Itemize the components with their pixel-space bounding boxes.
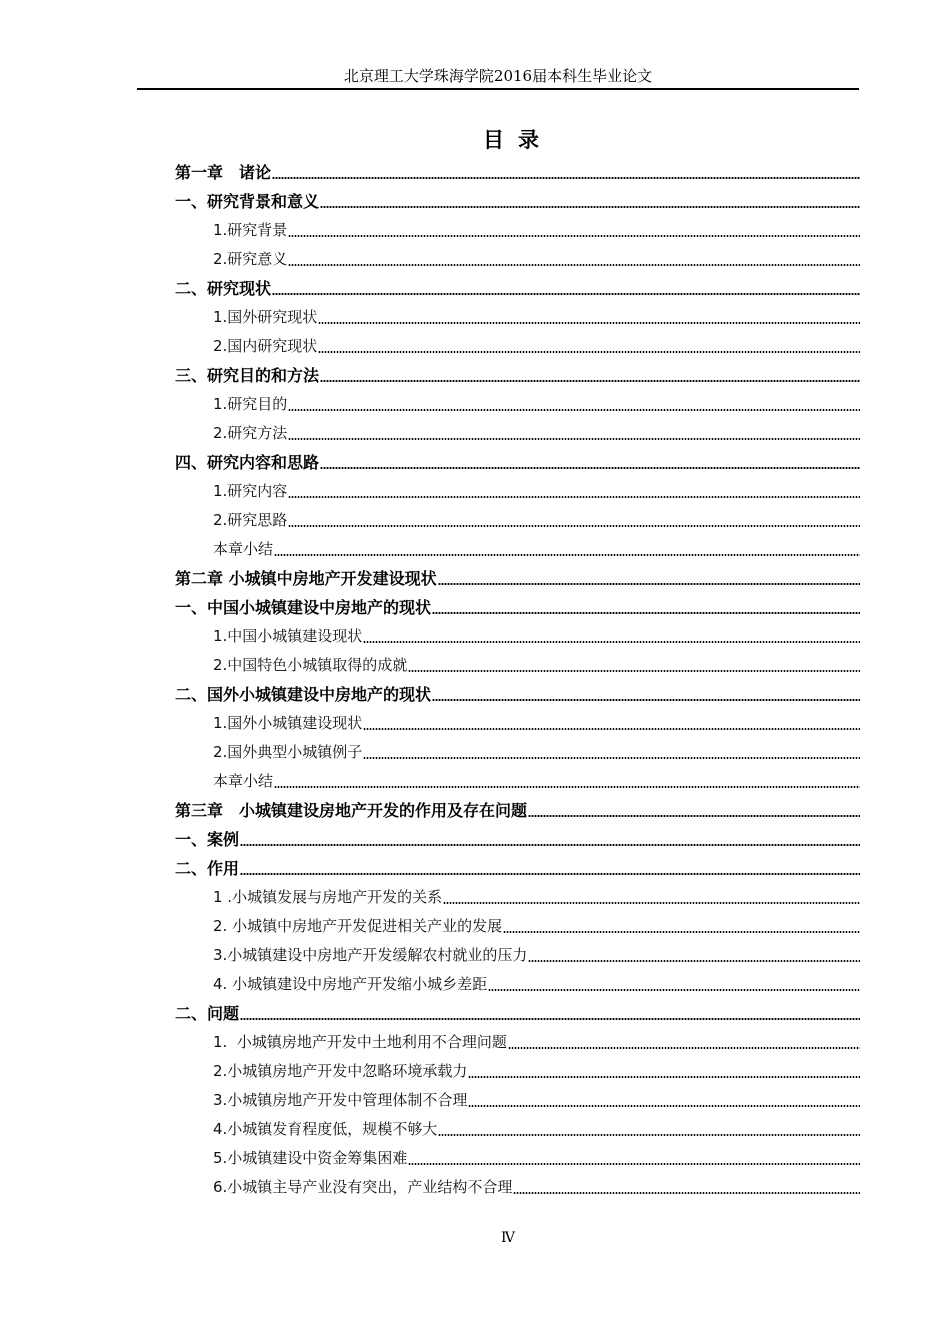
toc-entry-label: 4. 小城镇建设中房地产开发缩小城乡差距 (213, 975, 488, 993)
toc-entry-label: 1. 小城镇房地产开发中土地利用不合理问题 (213, 1033, 507, 1051)
toc-subentry[interactable] (175, 1085, 860, 1114)
dot-leader (288, 235, 860, 237)
toc-entry-label: 四、研究内容和思路 (175, 453, 320, 472)
dot-leader (318, 351, 860, 353)
toc-entry-label: 二、作用 (175, 859, 240, 878)
toc-heading-entry[interactable] (175, 563, 860, 592)
toc-entry-label: 1.研究背景 (213, 221, 288, 239)
dot-leader (288, 438, 860, 440)
dot-leader (318, 322, 860, 324)
dot-leader (240, 844, 860, 846)
dot-leader (320, 467, 860, 469)
dot-leader (432, 699, 860, 701)
toc-subentry[interactable] (175, 969, 860, 998)
toc-heading-entry[interactable] (175, 447, 860, 476)
toc-entry-label: 2.国外典型小城镇例子 (213, 743, 363, 761)
dot-leader (528, 960, 860, 962)
header-divider (137, 88, 859, 90)
toc-entry-label: 三、研究目的和方法 (175, 366, 320, 385)
toc-subentry[interactable] (175, 766, 860, 795)
toc-subentry[interactable] (175, 621, 860, 650)
toc-entry-label: 二、研究现状 (175, 279, 272, 298)
toc-entry-label: 1.国外研究现状 (213, 308, 318, 326)
toc-subentry[interactable] (175, 505, 860, 534)
toc-entry-label: 2.研究方法 (213, 424, 288, 442)
toc-subentry[interactable] (175, 737, 860, 766)
toc-heading-entry[interactable] (175, 679, 860, 708)
toc-subentry[interactable] (175, 476, 860, 505)
dot-leader (363, 728, 860, 730)
dot-leader (432, 612, 860, 614)
toc-heading-entry[interactable] (175, 853, 860, 882)
dot-leader (468, 1076, 860, 1078)
dot-leader (363, 757, 860, 759)
dot-leader (488, 989, 860, 991)
dot-leader (508, 1047, 860, 1049)
toc-title: 目录 (483, 128, 553, 152)
toc-subentry[interactable] (175, 1027, 860, 1056)
dot-leader (468, 1105, 860, 1107)
dot-leader (272, 293, 860, 295)
toc-entry-label: 2.小城镇房地产开发中忽略环境承载力 (213, 1062, 468, 1080)
dot-leader (443, 902, 860, 904)
toc-entry-label: 6.小城镇主导产业没有突出，产业结构不合理 (213, 1178, 513, 1196)
toc-subentry[interactable] (175, 331, 860, 360)
dot-leader (288, 264, 860, 266)
dot-leader (240, 1018, 860, 1020)
toc-entry-label: 3.小城镇建设中房地产开发缓解农村就业的压力 (213, 946, 528, 964)
toc-heading-entry[interactable] (175, 795, 860, 824)
toc-subentry[interactable] (175, 215, 860, 244)
toc-subentry[interactable] (175, 244, 860, 273)
toc-subentry[interactable] (175, 882, 860, 911)
toc-subentry[interactable] (175, 534, 860, 563)
toc-entry-label: 二、问题 (175, 1004, 240, 1023)
dot-leader (408, 1163, 860, 1165)
toc-heading-entry[interactable] (175, 998, 860, 1027)
dot-leader (240, 873, 860, 875)
dot-leader (438, 1134, 860, 1136)
dot-leader (363, 641, 860, 643)
toc-subentry[interactable] (175, 1143, 860, 1172)
table-of-contents (175, 157, 860, 1201)
toc-entry-label: 第一章 诸论 (175, 163, 272, 182)
dot-leader (272, 177, 860, 179)
toc-entry-label: 第三章 小城镇建设房地产开发的作用及存在问题 (175, 801, 528, 820)
page-header: 北京理工大学珠海学院2016届本科生毕业论文 (343, 67, 653, 85)
toc-subentry[interactable] (175, 650, 860, 679)
dot-leader (513, 1192, 860, 1194)
toc-heading-entry[interactable] (175, 592, 860, 621)
toc-entry-label: 一、中国小城镇建设中房地产的现状 (175, 598, 432, 617)
dot-leader (274, 786, 860, 788)
toc-entry-label: 本章小结 (213, 540, 274, 558)
toc-subentry[interactable] (175, 940, 860, 969)
toc-subentry[interactable] (175, 389, 860, 418)
toc-entry-label: 2.中国特色小城镇取得的成就 (213, 656, 408, 674)
dot-leader (274, 554, 860, 556)
dot-leader (320, 206, 860, 208)
toc-entry-label: 第二章 小城镇中房地产开发建设现状 (175, 569, 437, 588)
toc-entry-label: 2.研究思路 (213, 511, 288, 529)
toc-entry-label: 4.小城镇发育程度低，规模不够大 (213, 1120, 438, 1138)
toc-entry-label: 2.研究意义 (213, 250, 288, 268)
toc-heading-entry[interactable] (175, 157, 860, 186)
dot-leader (528, 815, 860, 817)
toc-subentry[interactable] (175, 911, 860, 940)
toc-entry-label: 5.小城镇建设中资金筹集困难 (213, 1149, 408, 1167)
toc-subentry[interactable] (175, 1056, 860, 1085)
toc-entry-label: 2.国内研究现状 (213, 337, 318, 355)
toc-entry-label: 本章小结 (213, 772, 274, 790)
toc-heading-entry[interactable] (175, 186, 860, 215)
toc-subentry[interactable] (175, 1114, 860, 1143)
toc-entry-label: 3.小城镇房地产开发中管理体制不合理 (213, 1091, 468, 1109)
toc-entry-label: 1 .小城镇发展与房地产开发的关系 (213, 888, 443, 906)
dot-leader (288, 409, 860, 411)
dot-leader (438, 583, 860, 585)
page-number: Ⅳ (501, 1230, 515, 1246)
toc-entry-label: 1.研究目的 (213, 395, 288, 413)
toc-entry-label: 二、国外小城镇建设中房地产的现状 (175, 685, 432, 704)
toc-subentry[interactable] (175, 418, 860, 447)
toc-entry-label: 1.中国小城镇建设现状 (213, 627, 363, 645)
toc-entry-label: 一、研究背景和意义 (175, 192, 320, 211)
toc-entry-label: 1.研究内容 (213, 482, 288, 500)
dot-leader (288, 496, 860, 498)
toc-entry-label: 1.国外小城镇建设现状 (213, 714, 363, 732)
dot-leader (320, 380, 860, 382)
toc-heading-entry[interactable] (175, 273, 860, 302)
toc-entry-label: 2. 小城镇中房地产开发促进相关产业的发展 (213, 917, 503, 935)
toc-heading-entry[interactable] (175, 360, 860, 389)
dot-leader (503, 931, 860, 933)
toc-entry-label: 一、案例 (175, 830, 240, 849)
toc-subentry[interactable] (175, 1172, 860, 1201)
dot-leader (408, 670, 860, 672)
dot-leader (288, 525, 860, 527)
toc-subentry[interactable] (175, 708, 860, 737)
toc-subentry[interactable] (175, 302, 860, 331)
toc-heading-entry[interactable] (175, 824, 860, 853)
